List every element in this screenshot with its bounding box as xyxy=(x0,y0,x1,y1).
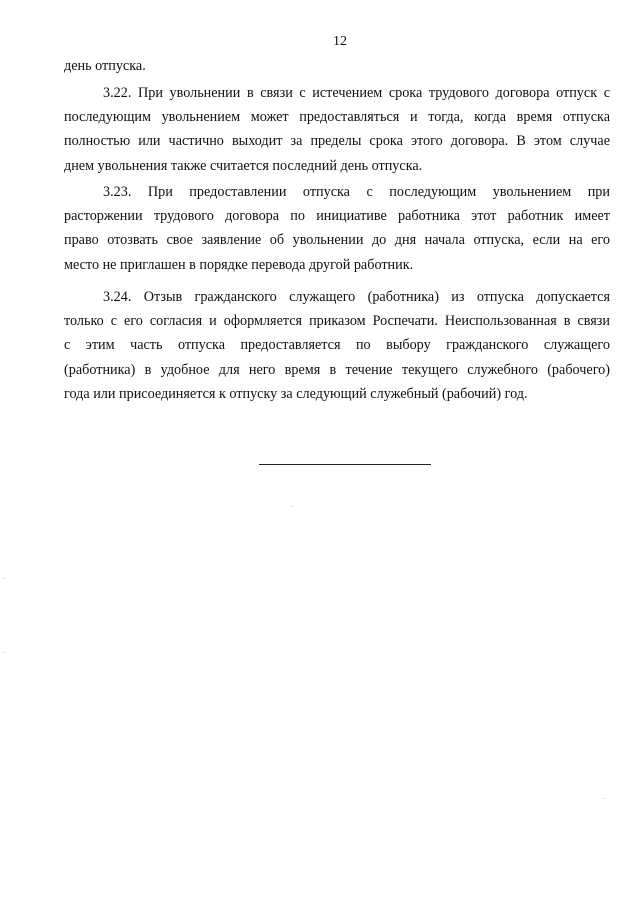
paragraph-continuation xyxy=(64,54,610,78)
text-line: расторжении трудового договора по инициативе работника этот работник имеет xyxy=(64,208,610,225)
text-line: днем увольнения также считается последний день отпуска. xyxy=(64,157,423,174)
text-line: с этим часть отпуска предоставляется по выбору гражданского служащего xyxy=(64,337,610,354)
text-line: последующим увольнением может предоставляться и тогда, когда время отпуска xyxy=(64,109,610,126)
text-line: полностью или частично выходит за пределы срока этого договора. В этом случае xyxy=(64,133,610,150)
scan-speck xyxy=(3,578,4,579)
scan-speck xyxy=(604,798,605,799)
scan-speck xyxy=(3,652,4,653)
paragraph-3-24 xyxy=(64,285,610,406)
text-line: (работника) в удобное для него время в течение текущего служебного (рабочего) xyxy=(64,361,610,378)
closing-separator-line xyxy=(259,464,431,465)
text-line: день отпуска. xyxy=(64,58,146,74)
text-line: 3.24. Отзыв гражданского служащего (работника) из отпуска допускается xyxy=(103,289,610,305)
text-line: только с его согласия и оформляется приказом Роспечати. Неиспользованная в связи xyxy=(64,313,610,330)
text-line: право отозвать свое заявление об увольнении до дня начала отпуска, если на его xyxy=(64,232,610,249)
text-line: 3.23. При предоставлении отпуска с последующим увольнением при xyxy=(103,184,610,200)
text-line: года или присоединяется к отпуску за следующий служебный (рабочий) год. xyxy=(64,385,528,402)
paragraph-3-23 xyxy=(64,180,610,277)
text-line: место не приглашен в порядке перевода другой работник. xyxy=(64,256,414,273)
text-line: 3.22. При увольнении в связи с истечением срока трудового договора отпуск с xyxy=(103,85,610,101)
page-number: 12 xyxy=(333,34,347,49)
paragraph-3-22 xyxy=(64,81,610,178)
scan-speck xyxy=(291,506,292,507)
